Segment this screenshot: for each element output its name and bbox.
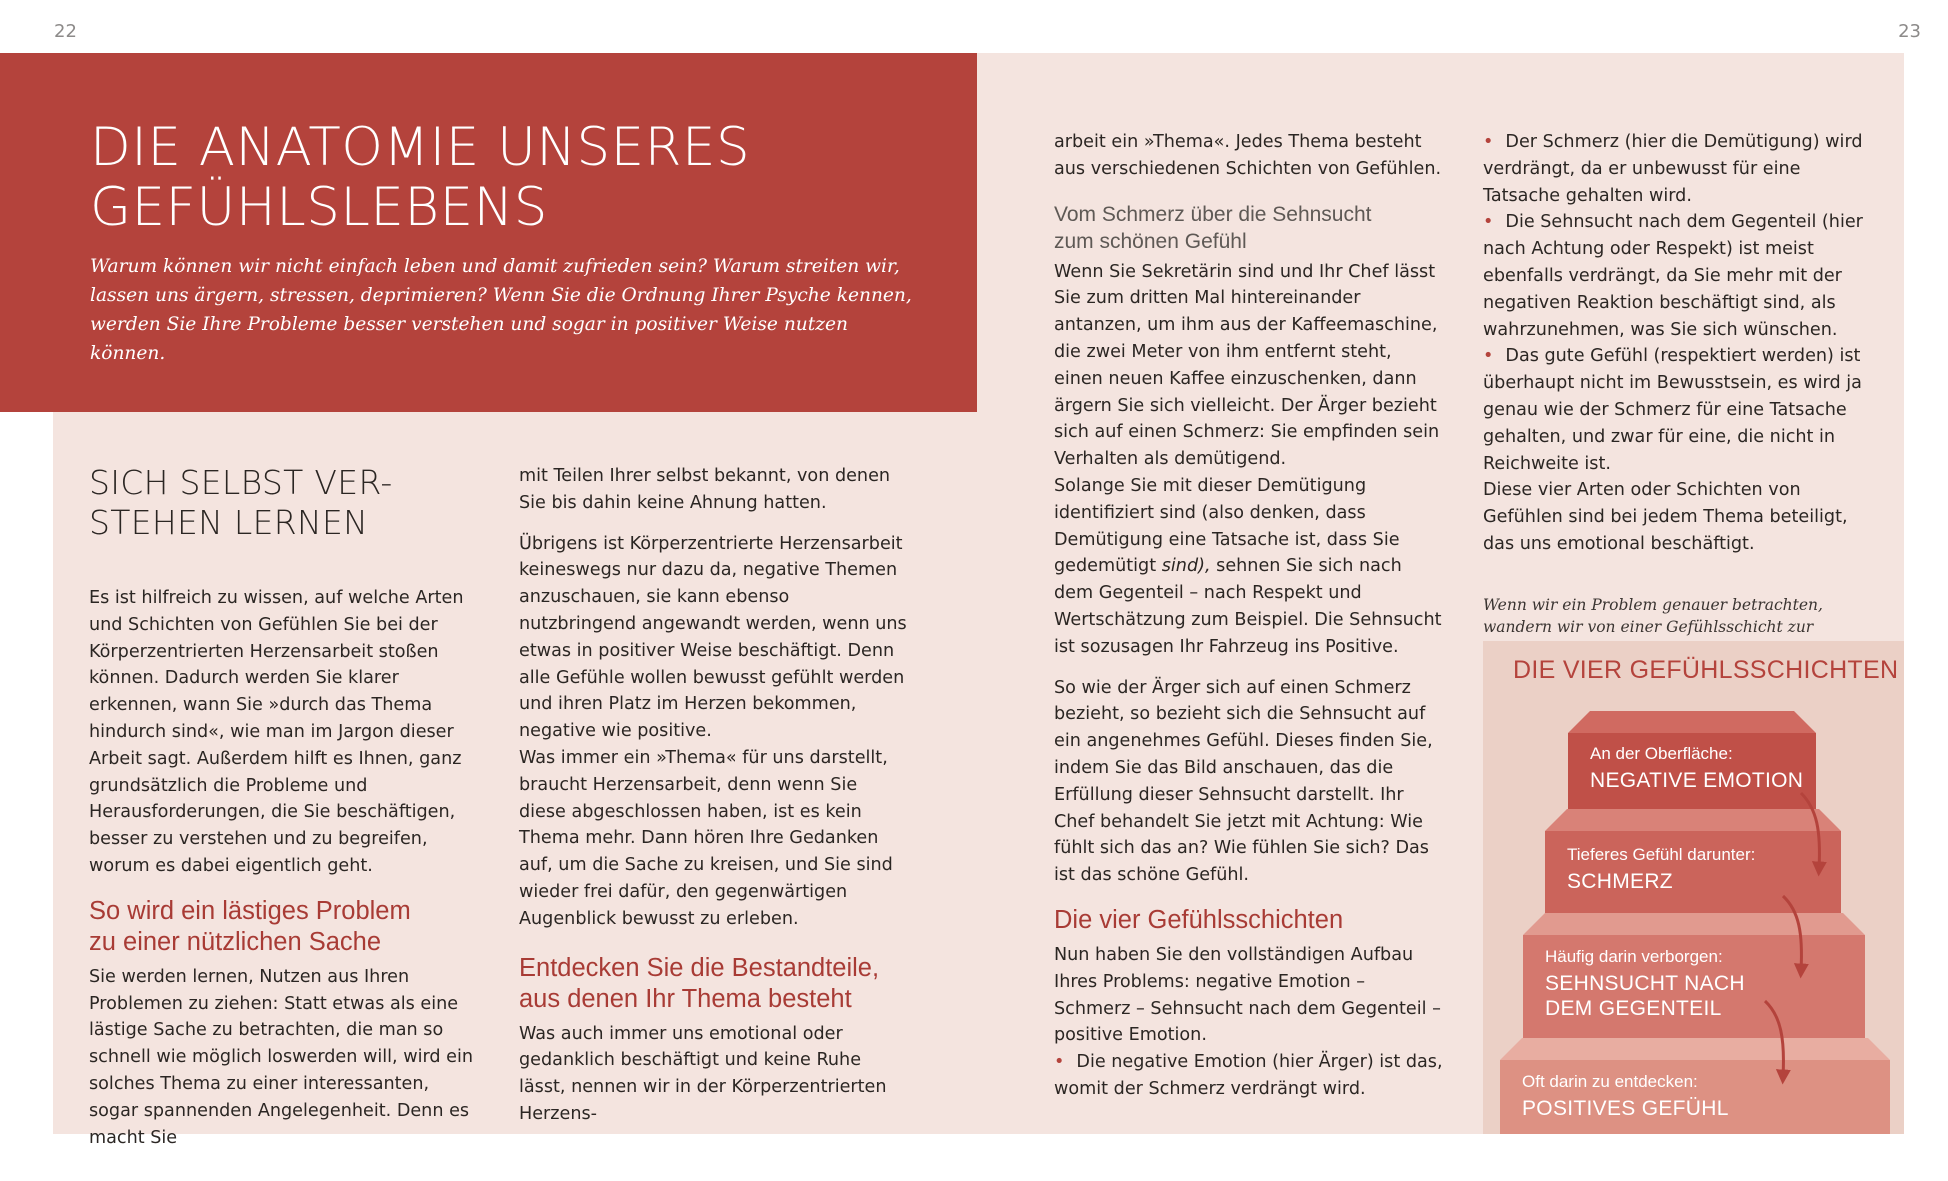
subheading: Die vier Gefühlsschichten — [1054, 905, 1344, 934]
page-number-left: 22 — [54, 21, 77, 42]
page-title — [90, 118, 950, 238]
infobox-title: DIE VIER GEFÜHLSSCHICHTEN — [1513, 656, 1899, 684]
paragraph: So wie der Ärger sich auf einen Schmerz bezieht, so bezieht sich die Sehnsucht auf ein angenehmes Gefühl. Dieses finden Sie, indem Sie das Bild anschauen, das die Erfüllung dieser Sehnsucht darstellt. Ihr Chef behandelt Sie jetzt mit Achtung: Wie fühlt sich das an? Wie fühlen Sie sich? Das ist das schöne Gefühl. — [1054, 677, 1433, 886]
text-run: Solange Sie mit dieser Demütigung identifiziert sind (also denken, dass Demütigung eine Tatsache ist, dass Sie gedemütigt — [1054, 475, 1400, 577]
layer-step-4-label: POSITIVES GEFÜHL — [1522, 1097, 1729, 1120]
emphasis: sind), — [1161, 556, 1211, 577]
layer-step-2-caption: Tieferes Gefühl darunter: — [1567, 845, 1756, 864]
paragraph: Nun haben Sie den vollständigen Aufbau Ihres Problems: negative Emotion – Schmerz – Sehnsucht nach dem Gegenteil – positive Emotion. — [1054, 944, 1441, 1046]
layer-step-4-cap — [1500, 1038, 1890, 1060]
paragraph: Sie werden lernen, Nutzen aus Ihren Problemen zu ziehen: Statt etwas als eine lästige Sache zu betrachten, die man so schnell wie möglich loswerden will, wird ein solches Thema zu einer interessanten, sogar spannenden Angelegenheit. Denn es macht Sie — [89, 966, 474, 1148]
paragraph: Wenn Sie Sekretärin sind und Ihr Chef lässt Sie zum dritten Mal hintereinander antanzen, um ihm aus der Kaffeemaschine, die zwei Meter von ihm entfernt steht, einen neuen Kaffee einzuschenken, dann ärgern Sie sich vielleicht. Der Ärger bezieht sich auf einen Schmerz: Sie empfinden sein Verhalten als demütigend. — [1054, 261, 1440, 470]
bullet-text: Der Schmerz (hier die Demütigung) wird verdrängt, da er unbewusst für eine Tatsache gehalten wird. — [1483, 132, 1863, 206]
bullet-item — [1483, 343, 1873, 477]
paragraph: Was immer ein »Thema« für uns darstellt, braucht Herzensarbeit, denn wenn Sie diese abgeschlossen haben, ist es kein Thema mehr. Dann hören Ihre Gedanken auf, um die Sache zu kreisen, und Sie sind wieder frei dafür, den gegenwärtigen Augenblick bewusst zu erleben. — [519, 747, 893, 929]
layer-step-3 — [1523, 913, 1865, 1038]
layer-step-4-caption: Oft darin zu entdecken: — [1522, 1072, 1698, 1091]
section-title — [89, 463, 479, 543]
layer-step-3-cap — [1523, 913, 1865, 935]
text-run: sehnen Sie sich nach dem Gegenteil – nach Respekt und Wertschätzung zum Beispiel. Die Sehnsucht ist sozusagen Ihr Fahrzeug ins Positive. — [1054, 556, 1442, 657]
paragraph: Es ist hilfreich zu wissen, auf welche Arten und Schichten von Gefühlen Sie bei der Körperzentrierten Herzensarbeit stoßen können. Dadurch werden Sie klarer erkennen, wann Sie »durch das Thema hindurch sind«, wie man im Jargon dieser Arbeit sagt. Außerdem hilft es Ihnen, ganz grundsätzlich die Probleme und Herausforderungen, die Sie beschäftigen, besser zu verstehen und zu begreifen, worum es dabei eigentlich geht. — [89, 588, 464, 876]
layer-step-1 — [1568, 711, 1816, 809]
section-title-line-1: SICH SELBST VER- — [89, 463, 393, 502]
paragraph — [1054, 473, 1444, 661]
bullet-text: Das gute Gefühl (respektiert werden) ist überhaupt nicht im Bewusstsein, es wird ja genau wie der Schmerz für eine Tatsache gehalten, und zwar für eine, die nicht in Reichweite ist. — [1483, 346, 1862, 474]
bullet-icon: • — [1483, 346, 1494, 367]
paragraph: Was auch immer uns emotional oder gedanklich beschäftigt und keine Ruhe lässt, nennen wir in der Körperzentrierten Herzens- — [519, 1023, 887, 1124]
layer-step-3-label-line-1: SEHNSUCHT NACH — [1545, 972, 1745, 995]
subheading-line-2: aus denen Ihr Thema besteht — [519, 984, 852, 1013]
layer-step-4 — [1500, 1038, 1890, 1134]
bullet-icon: • — [1483, 132, 1494, 152]
layer-step-2-cap — [1545, 809, 1841, 831]
layer-step-1-label: NEGATIVE EMOTION — [1590, 769, 1804, 792]
column-2 — [519, 463, 909, 1128]
bullet-item — [1483, 129, 1873, 209]
bullet-text: Die negative Emotion (hier Ärger) ist das, womit der Schmerz verdrängt wird. — [1054, 1052, 1443, 1099]
infobox-feeling-layers — [1483, 641, 1904, 1134]
bullet-icon: • — [1483, 212, 1494, 233]
subheading-line-2: zu einer nützlichen Sache — [89, 927, 382, 956]
bullet-icon: • — [1054, 1052, 1065, 1073]
intro-lead: Warum können wir nicht einfach leben und damit zufrieden sein? Warum streiten wir, lassen uns ärgern, stressen, deprimieren? Wenn Sie die Ordnung Ihrer Psyche kennen, werden Sie Ihre Probleme besser verstehen und sogar in positiver Weise nutzen können. — [90, 256, 912, 364]
page-title-line-1: DIE ANATOMIE UNSERES — [90, 117, 751, 178]
layer-step-3-caption: Häufig darin verborgen: — [1545, 947, 1723, 966]
layer-step-1-cap — [1568, 711, 1816, 733]
subheading — [1054, 201, 1444, 255]
column-4 — [1483, 129, 1873, 660]
paragraph: Übrigens ist Körperzentrierte Herzensarbeit keineswegs nur dazu da, negative Themen anzuschauen, sie kann ebenso nutzbringend angewandt werden, wenn uns etwas in positiver Weise beschäftigt. Denn alle Gefühle wollen bewusst gefühlt werden und ihren Platz im Herzen bekommen, negative wie positive. — [519, 533, 907, 742]
subheading — [89, 896, 479, 958]
column-3 — [1054, 129, 1444, 1103]
section-title-line-2: STEHEN LERNEN — [89, 503, 369, 542]
paragraph: mit Teilen Ihrer selbst bekannt, von denen Sie bis dahin keine Ahnung hatten. — [519, 466, 891, 513]
page-title-line-2: GEFÜHLSLEBENS — [90, 177, 548, 238]
layer-step-2 — [1545, 809, 1841, 913]
paragraph: Diese vier Arten oder Schichten von Gefühlen sind bei jedem Thema beteiligt, das uns emotional beschäftigt. — [1483, 480, 1848, 554]
layer-step-2-label: SCHMERZ — [1567, 870, 1673, 893]
subheading-line-1: So wird ein lästiges Problem — [89, 896, 411, 925]
bullet-text: Die Sehnsucht nach dem Gegenteil (hier nach Achtung oder Respekt) ist meist ebenfalls verdrängt, da Sie mehr mit der negativen Reaktion beschäftigt sind, als wahrzunehmen, was Sie sich wünschen. — [1483, 212, 1863, 340]
column-1 — [89, 463, 479, 1151]
figure-caption: Wenn wir ein Problem genauer betrachten, wandern wir von einer Gefühlsschicht zur — [1483, 595, 1823, 636]
layer-step-3-label-line-2: DEM GEGENTEIL — [1545, 997, 1722, 1020]
bullet-item — [1054, 1049, 1444, 1103]
paragraph: arbeit ein »Thema«. Jedes Thema besteht aus verschiedenen Schichten von Gefühlen. — [1054, 132, 1442, 179]
subheading-line-1: Vom Schmerz über die Sehnsucht — [1054, 202, 1372, 226]
subheading-line-1: Entdecken Sie die Bestandteile, — [519, 953, 880, 982]
page-number-right: 23 — [1898, 21, 1921, 42]
layer-step-1-caption: An der Oberfläche: — [1590, 744, 1733, 763]
subheading — [519, 953, 909, 1015]
subheading-line-2: zum schönen Gefühl — [1054, 229, 1247, 253]
bullet-item — [1483, 209, 1873, 343]
